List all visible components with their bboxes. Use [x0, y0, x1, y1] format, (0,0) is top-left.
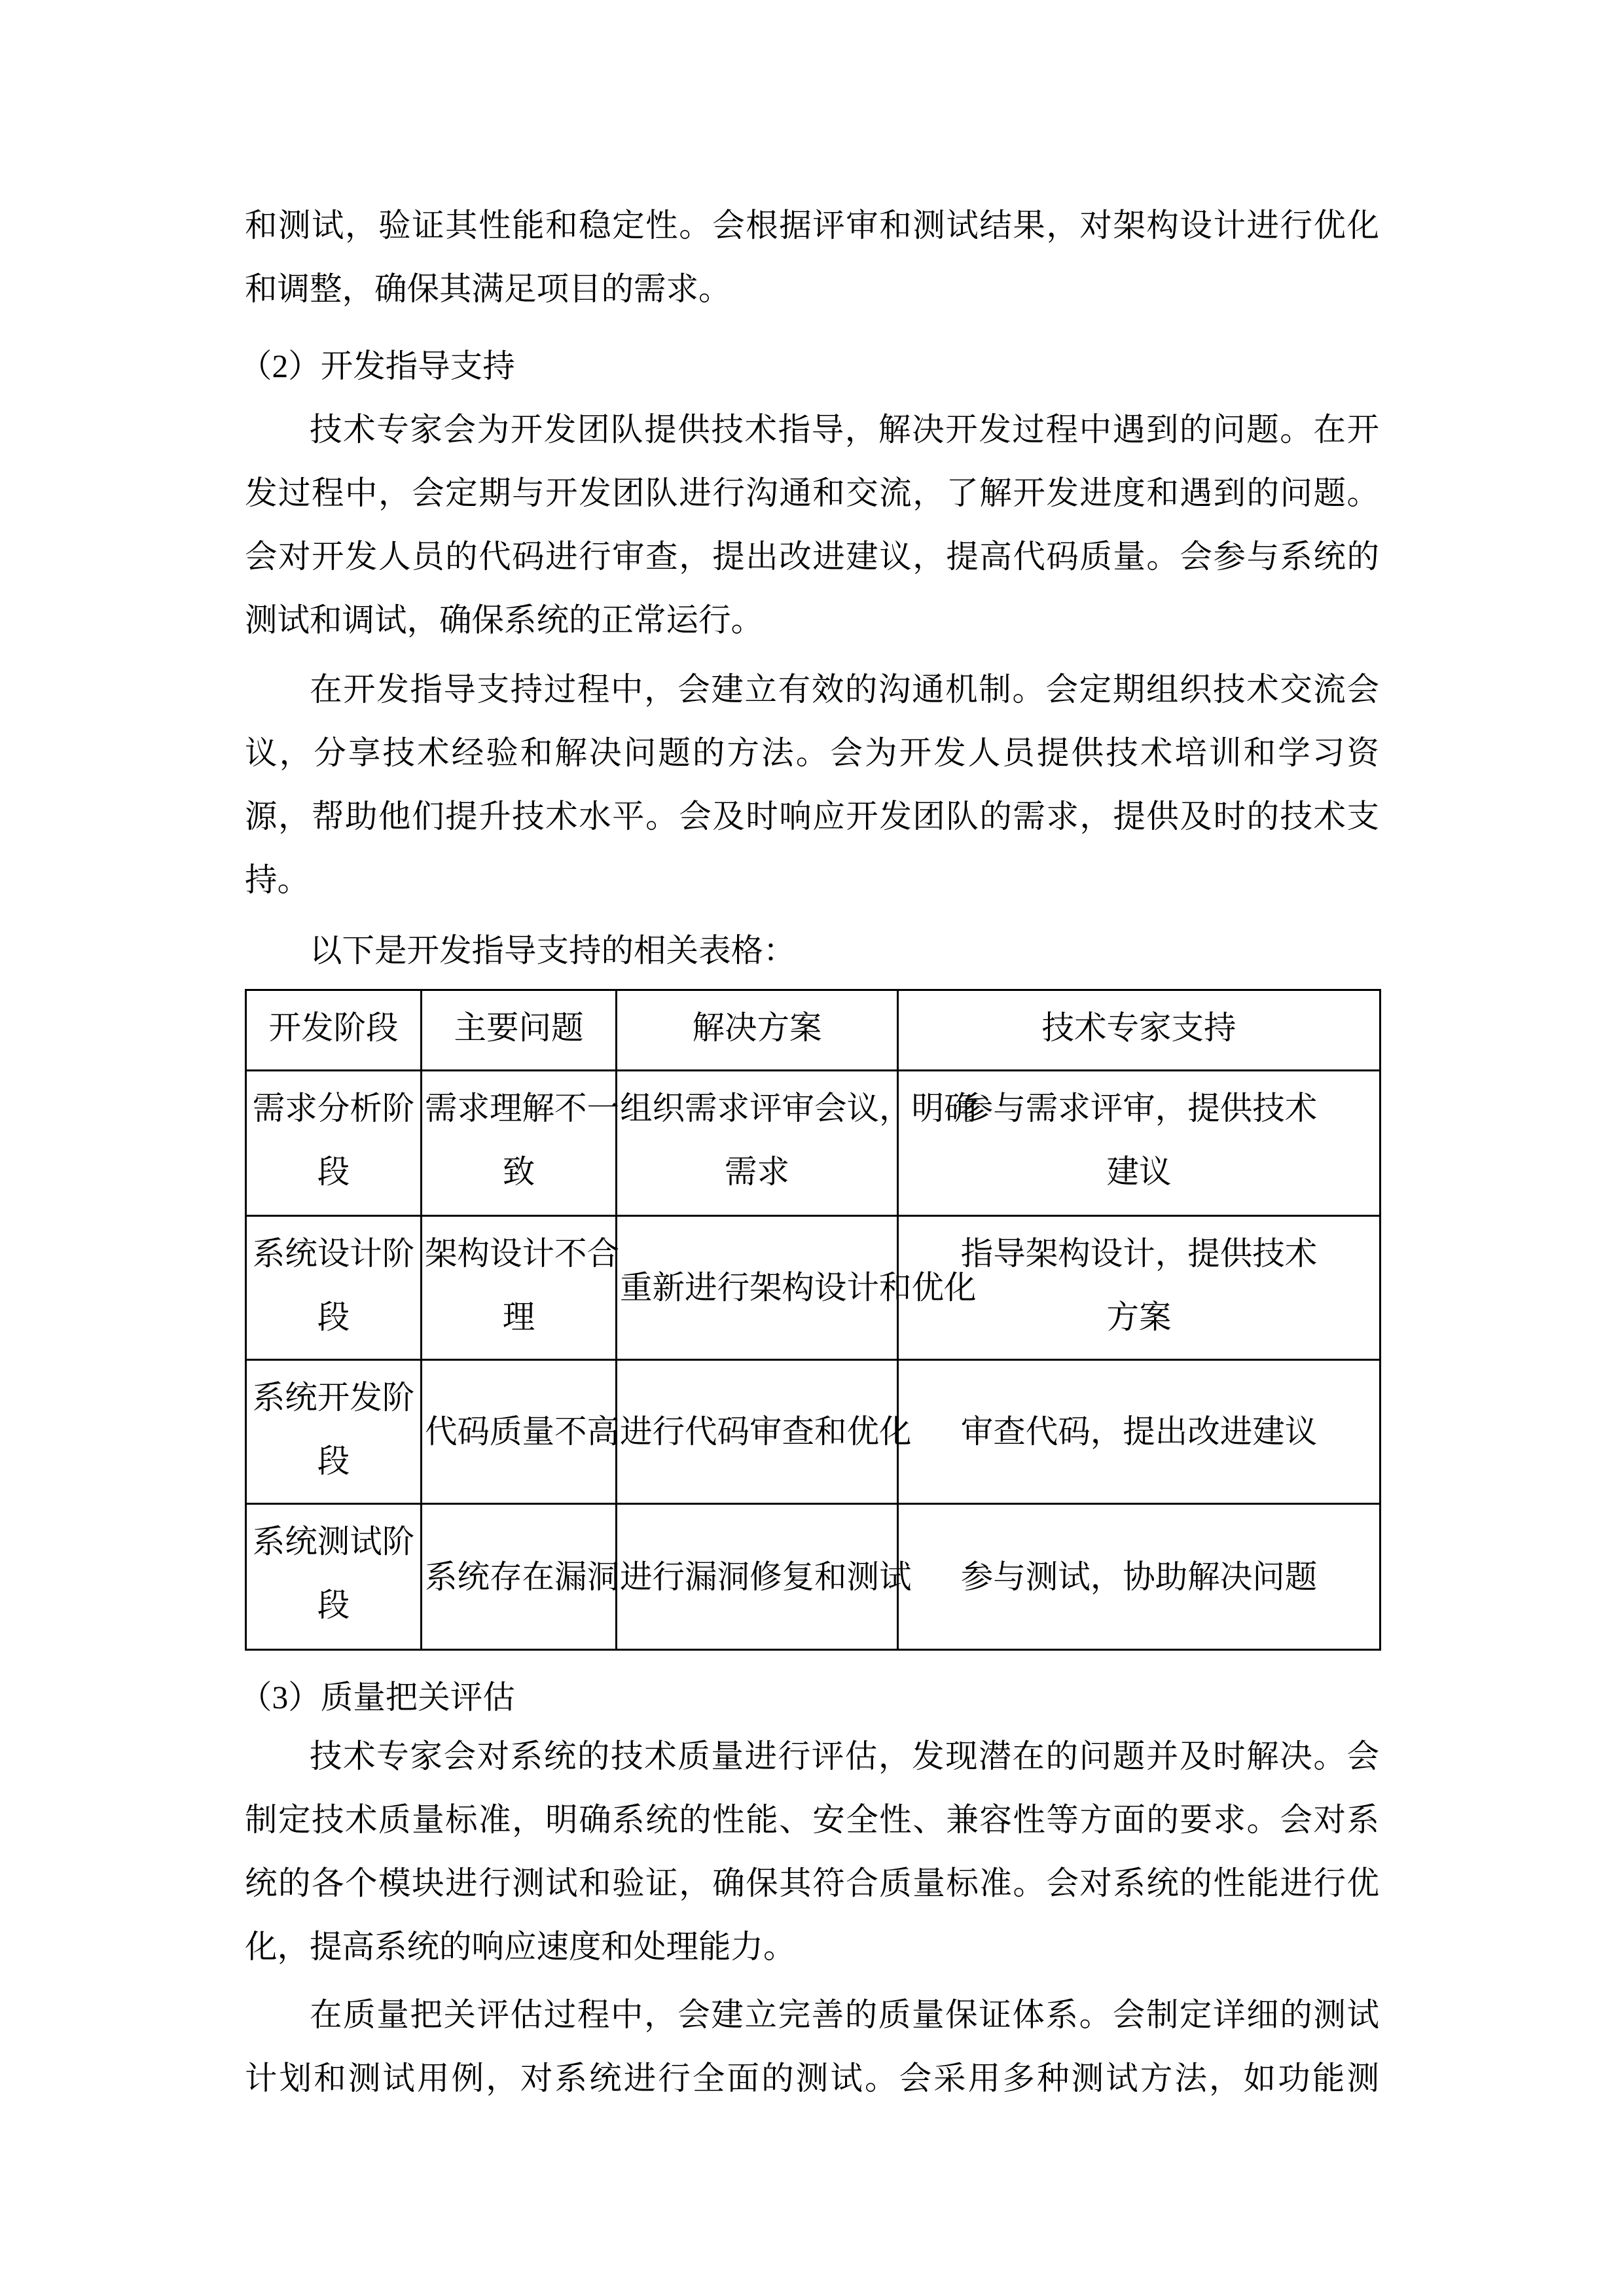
header-solution: 解决方案	[617, 990, 898, 1071]
header-problem: 主要问题	[422, 990, 617, 1071]
text-line: 源，帮助他们提升技术水平。会及时响应开发团队的需求，提供及时的技术支	[245, 798, 1379, 834]
section-2-paragraph-2	[245, 658, 1379, 912]
cell-problem: 架构设计不合 理	[422, 1216, 617, 1360]
header-expert-support: 技术专家支持	[898, 990, 1380, 1071]
cell-problem: 代码质量不高	[422, 1360, 617, 1504]
table-row	[246, 1360, 1380, 1504]
cell-problem: 系统存在漏洞	[422, 1504, 617, 1650]
text-line: 技术专家会对系统的技术质量进行评估，发现潜在的问题并及时解决。会	[310, 1738, 1379, 1774]
table-row	[246, 1216, 1380, 1360]
cell-stage: 系统设计阶 段	[246, 1216, 422, 1360]
table-row	[246, 1071, 1380, 1216]
cell-solution: 组织需求评审会议，明确 需求	[617, 1071, 898, 1216]
cell-solution: 进行漏洞修复和测试	[617, 1504, 898, 1650]
text-line: 化，提高系统的响应速度和处理能力。	[245, 1929, 796, 1965]
text-line: 持。	[245, 862, 310, 898]
cell-solution: 重新进行架构设计和优化	[617, 1216, 898, 1360]
cell-solution: 进行代码审查和优化	[617, 1360, 898, 1504]
cell-stage: 需求分析阶 段	[246, 1071, 422, 1216]
cell-support: 参与测试，协助解决问题	[898, 1504, 1380, 1650]
table-header-row	[246, 990, 1380, 1071]
text-line: 在质量把关评估过程中，会建立完善的质量保证体系。会制定详细的测试	[310, 1997, 1379, 2033]
header-stage: 开发阶段	[246, 990, 422, 1071]
text-line: 制定技术质量标准，明确系统的性能、安全性、兼容性等方面的要求。会对系	[245, 1802, 1379, 1838]
section-3-paragraph-2	[245, 1983, 1379, 2110]
section-heading-3: （3）质量把关评估	[240, 1679, 515, 1715]
text-line: 和测试，验证其性能和稳定性。会根据评审和测试结果，对架构设计进行优化	[245, 207, 1379, 243]
table-row	[246, 1504, 1380, 1650]
text-line: 和调整，确保其满足项目的需求。	[245, 271, 731, 307]
text-line: 计划和测试用例，对系统进行全面的测试。会采用多种测试方法，如功能测	[245, 2060, 1379, 2096]
text-line: 在开发指导支持过程中，会建立有效的沟通机制。会定期组织技术交流会	[310, 672, 1379, 708]
text-line: 统的各个模块进行测试和验证，确保其符合质量标准。会对系统的性能进行优	[245, 1865, 1379, 1901]
section-3-paragraph-1	[245, 1725, 1379, 1979]
paragraph-continued	[245, 194, 1379, 321]
cell-support: 审查代码，提出改进建议	[898, 1360, 1380, 1504]
text-line: 会对开发人员的代码进行审查，提出改进建议，提高代码质量。会参与系统的	[245, 539, 1379, 575]
cell-stage: 系统开发阶 段	[246, 1360, 422, 1504]
text-line: 发过程中，会定期与开发团队进行沟通和交流，了解开发进度和遇到的问题。	[245, 475, 1379, 511]
text-line: 技术专家会为开发团队提供技术指导，解决开发过程中遇到的问题。在开	[310, 412, 1379, 448]
section-heading-2: （2）开发指导支持	[240, 348, 515, 384]
development-guidance-table	[245, 989, 1381, 1651]
cell-problem: 需求理解不一 致	[422, 1071, 617, 1216]
section-2-paragraph-1	[245, 398, 1379, 652]
cell-support: 指导架构设计，提供技术 方案	[898, 1216, 1380, 1360]
cell-support: 参与需求评审，提供技术 建议	[898, 1071, 1380, 1216]
text-line: 议，分享技术经验和解决问题的方法。会为开发人员提供技术培训和学习资	[245, 735, 1379, 771]
cell-stage: 系统测试阶 段	[246, 1504, 422, 1650]
text-line: 测试和调试，确保系统的正常运行。	[245, 602, 763, 638]
table-intro: 以下是开发指导支持的相关表格：	[310, 933, 796, 969]
